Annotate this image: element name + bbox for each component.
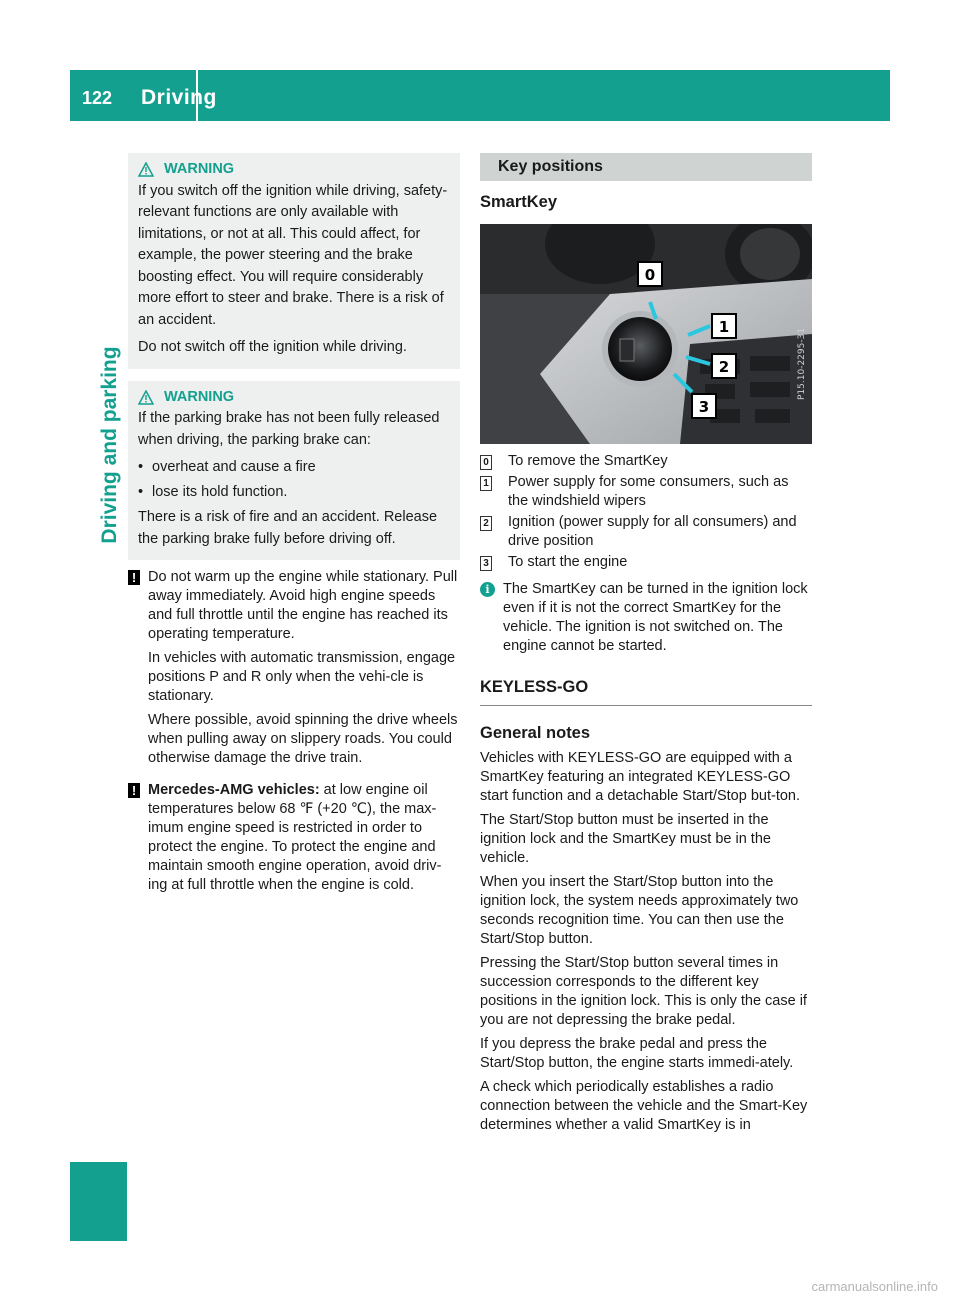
key-position-badge: 3 <box>480 556 492 571</box>
paragraph: When you insert the Start/Stop button into the ignition lock, the system needs approximately two seconds recognition time. You can then use the Start/Stop button. <box>480 874 799 947</box>
paragraph: Pressing the Start/Stop button several times in succession corresponds to the different key positions in the ignition lock. This is only the case if you are not depressing the brake pedal. <box>480 955 807 1028</box>
paragraph: A check which periodically establishes a radio connection between the vehicle and the Smart-Key determines whether a valid SmartKey is in <box>480 1079 808 1133</box>
general-notes-body <box>480 749 812 1135</box>
warning-triangle-icon <box>138 162 154 177</box>
key-position-text: Ignition (power supply for all consumers) and drive position <box>508 514 797 549</box>
photo-label: 0 <box>644 266 656 284</box>
subsection-heading: General notes <box>480 724 591 742</box>
bullet-icon: • <box>138 483 144 500</box>
chapter-label: Driving and parking <box>98 346 121 544</box>
warning-box-ignition <box>128 153 460 369</box>
note-text: In vehicles with automatic transmission, engage positions P and R only when the vehi-cle is stationary. <box>148 650 456 704</box>
paragraph: The Start/Stop button must be inserted in the ignition lock and the SmartKey must be in the vehicle. <box>480 812 771 866</box>
exclamation-icon: ! <box>128 570 140 585</box>
section-heading: Key positions <box>480 153 812 181</box>
info-note <box>480 580 812 656</box>
caution-note-amg <box>128 781 460 900</box>
page-title: Driving <box>141 86 217 109</box>
ignition-lock-photo <box>480 224 812 444</box>
list-item <box>480 452 812 471</box>
exclamation-icon: ! <box>128 783 140 798</box>
list-item <box>480 513 812 551</box>
bullet-icon: • <box>138 459 144 475</box>
warning-heading <box>138 159 450 181</box>
photo-label: 2 <box>718 358 730 376</box>
list-item <box>480 473 812 511</box>
info-text: The SmartKey can be turned in the ignition lock even if it is not the correct SmartKey for the vehicle. The ignition is not switched on. The engine cannot be started. <box>503 581 808 654</box>
watermark: carmanualsonline.info <box>811 1279 938 1294</box>
note-body <box>148 781 460 900</box>
info-icon: i <box>480 582 495 597</box>
warning-text: There is a risk of fire and an accident. Release the parking brake fully before driving off. <box>138 509 438 547</box>
caution-note-warmup <box>128 568 460 773</box>
paragraph: Vehicles with KEYLESS-GO are equipped with a SmartKey featuring an integrated KEYLESS-GO start function and a detachable Start/Stop but-ton. <box>480 750 801 804</box>
key-position-badge: 0 <box>480 455 492 470</box>
note-body <box>148 568 460 773</box>
left-column <box>128 153 460 900</box>
photo-label: 3 <box>698 398 710 416</box>
note-text: Do not warm up the engine while stationary. Pull away immediately. Avoid high engine speeds and full throttle until the engine has reached its operating temperature. <box>148 569 458 642</box>
photo-label: 1 <box>718 318 730 336</box>
warning-box-parking-brake <box>128 381 460 561</box>
ignition-photo-illustration <box>480 224 812 444</box>
note-bold: Mercedes-AMG vehicles: <box>148 782 320 798</box>
key-position-badge: 2 <box>480 516 492 531</box>
key-position-text: To start the engine <box>508 554 628 570</box>
list-item <box>138 482 450 504</box>
section-heading-keyless: KEYLESS-GO <box>480 678 812 706</box>
bullet-text: lose its hold function. <box>152 483 288 500</box>
warning-heading <box>138 387 450 409</box>
warning-text: If the parking brake has not been fully released when driving, the parking brake can: <box>138 410 440 448</box>
key-position-list <box>480 452 812 572</box>
note-text: Where possible, avoid spinning the drive wheels when pulling away on slippery roads. You could otherwise damage the drive train. <box>148 712 458 766</box>
list-item <box>138 457 450 479</box>
warning-triangle-icon <box>138 390 154 405</box>
list-item <box>480 553 812 572</box>
warning-text: Do not switch off the ignition while driving. <box>138 339 407 355</box>
side-tab <box>70 1162 127 1241</box>
key-position-text: To remove the SmartKey <box>508 453 668 469</box>
bullet-text: overheat and cause a fire <box>152 459 316 475</box>
warning-text: If you switch off the ignition while driving, safety-relevant functions are only available with limitations, or not at all. This could affect, for example, the power steering and the brake boosting effect. You will require considerably more effort to steer and brake. There is a risk of an accident. <box>138 182 448 328</box>
note-text: at low engine oil temperatures below 68 ℉ (+20 ℃), the max-imum engine speed is restricted in order to protect the engine. To protect the engine and maintain smooth engine operation, avoid driv-ing at full throttle when the engine is cold. <box>148 782 442 893</box>
photo-code: P15.10-2295-31 <box>797 327 807 400</box>
right-column <box>480 153 812 1140</box>
page-number: 122 <box>82 88 113 108</box>
key-position-text: Power supply for some consumers, such as the windshield wipers <box>508 474 789 509</box>
warning-title: WARNING <box>164 388 235 405</box>
warning-title: WARNING <box>164 161 235 177</box>
subsection-heading: SmartKey <box>480 193 558 211</box>
key-position-badge: 1 <box>480 476 492 491</box>
paragraph: If you depress the brake pedal and press the Start/Stop button, the engine starts immedi-ately. <box>480 1036 794 1071</box>
